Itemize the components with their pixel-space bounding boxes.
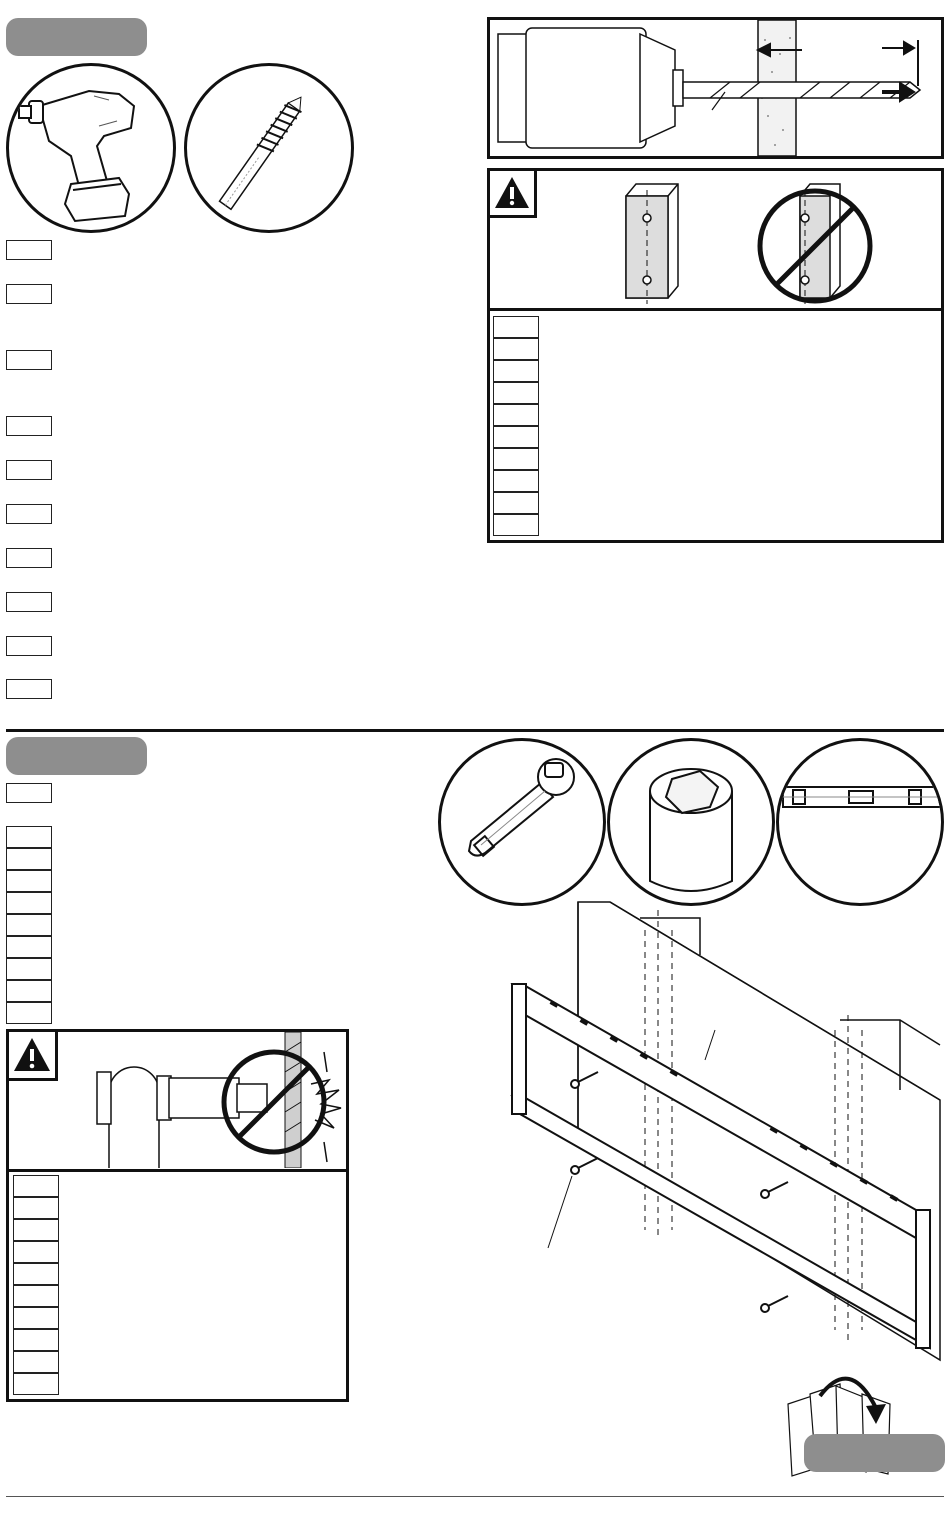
warning-list-box-6 xyxy=(493,426,539,448)
wall-plate-installation-diagram xyxy=(500,900,950,1380)
step-box-b8 xyxy=(6,958,52,980)
footer-rule xyxy=(6,1496,944,1497)
drill-bit-circle xyxy=(184,63,354,233)
warning-list-box-b9 xyxy=(13,1351,59,1373)
step-box-b5 xyxy=(6,892,52,914)
overtighten-warning-panel xyxy=(6,1029,349,1402)
socket-tool-circle xyxy=(607,738,775,906)
drilling-diagram-panel xyxy=(487,17,944,159)
step-box-2 xyxy=(6,284,52,304)
step-box-8 xyxy=(6,592,52,612)
step-box-b9 xyxy=(6,980,52,1002)
step-box-b4 xyxy=(6,870,52,892)
warning-list-box-9 xyxy=(493,492,539,514)
drill-tool-circle xyxy=(6,63,176,233)
continue-pill xyxy=(804,1434,945,1472)
warning-list-box-1 xyxy=(493,316,539,338)
step-box-5 xyxy=(6,460,52,480)
drill-into-stud-diagram xyxy=(490,20,941,156)
warning-list-box-b4 xyxy=(13,1241,59,1263)
warning-list-box-7 xyxy=(493,448,539,470)
step-box-b1 xyxy=(6,783,52,803)
step-box-b2 xyxy=(6,826,52,848)
drill-bit-icon xyxy=(187,66,351,230)
section-header-pill-top xyxy=(6,18,147,56)
warning-list-box-10 xyxy=(493,514,539,536)
warning-list-box-b3 xyxy=(13,1219,59,1241)
warning-list-box-b5 xyxy=(13,1263,59,1285)
step-box-b3 xyxy=(6,848,52,870)
level-tool-circle xyxy=(776,738,944,906)
correct-stud-icon xyxy=(620,176,680,306)
incorrect-stud-no-icon xyxy=(750,176,880,306)
warning-list-box-b7 xyxy=(13,1307,59,1329)
warning-list-box-b1 xyxy=(13,1175,59,1197)
warning-list-box-b2 xyxy=(13,1197,59,1219)
warning-list-box-b10 xyxy=(13,1373,59,1395)
step-box-b6 xyxy=(6,914,52,936)
step-box-b10 xyxy=(6,1002,52,1024)
wrench-tool-circle xyxy=(438,738,606,906)
level-icon xyxy=(779,741,941,903)
step-box-10 xyxy=(6,679,52,699)
warning-list-box-8 xyxy=(493,470,539,492)
warning-list-box-4 xyxy=(493,382,539,404)
section-header-pill-bottom xyxy=(6,737,147,775)
socket-wrench-lag-bolt-diagram xyxy=(89,1032,349,1168)
step-box-1 xyxy=(6,240,52,260)
warning-list-box-b6 xyxy=(13,1285,59,1307)
step-box-7 xyxy=(6,548,52,568)
ratchet-wrench-icon xyxy=(441,741,603,903)
step-box-b7 xyxy=(6,936,52,958)
step-box-9 xyxy=(6,636,52,656)
warning-list-box-3 xyxy=(493,360,539,382)
drill-icon xyxy=(9,66,173,230)
stud-warning-panel xyxy=(487,168,944,543)
warning-triangle-icon xyxy=(490,171,537,218)
step-box-4 xyxy=(6,416,52,436)
warning-triangle-icon xyxy=(9,1032,58,1081)
warning-list-box-2 xyxy=(493,338,539,360)
section-divider xyxy=(6,729,944,732)
step-box-3 xyxy=(6,350,52,370)
socket-icon xyxy=(610,741,772,903)
warning-list-box-5 xyxy=(493,404,539,426)
step-box-6 xyxy=(6,504,52,524)
warning-list-box-b8 xyxy=(13,1329,59,1351)
